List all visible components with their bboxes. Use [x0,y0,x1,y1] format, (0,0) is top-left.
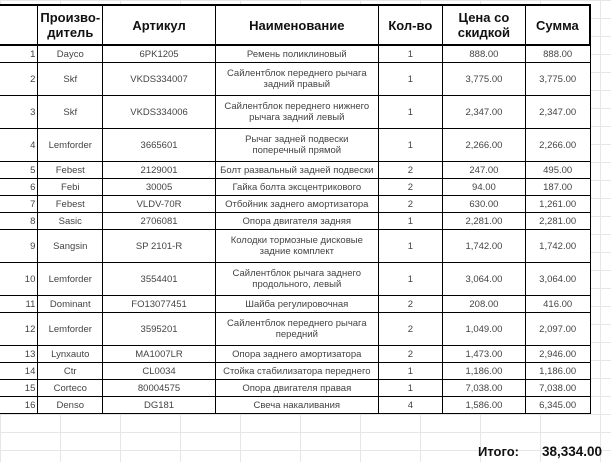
cell-article[interactable]: 3595201 [103,313,216,346]
cell-price[interactable]: 94.00 [443,179,526,196]
cell-article[interactable]: DG181 [103,397,216,414]
cell-maker[interactable]: Febest [38,162,103,179]
cell-name[interactable]: Рычаг задней подвески поперечный прямой [215,129,378,162]
cell-article[interactable]: 6PK1205 [103,45,216,63]
cell-sum[interactable]: 2,347.00 [525,96,590,129]
cell-qty[interactable]: 1 [378,363,442,380]
cell-n[interactable]: 2 [0,63,38,96]
cell-sum[interactable]: 495.00 [525,162,590,179]
cell-sum[interactable]: 416.00 [525,296,590,313]
cell-n[interactable]: 1 [0,45,38,63]
cell-article[interactable]: SP 2101-R [103,230,216,263]
table-row [0,363,590,380]
table-row [0,179,590,196]
total-label: Итого: [478,444,519,459]
cell-sum[interactable]: 1,261.00 [525,196,590,213]
cell-article[interactable]: 2706081 [103,213,216,230]
cell-maker[interactable]: Corteco [38,380,103,397]
cell-maker[interactable]: Skf [38,63,103,96]
cell-sum[interactable]: 3,064.00 [525,263,590,296]
cell-qty[interactable]: 1 [378,230,442,263]
cell-name[interactable]: Стойка стабилизатора переднего [215,363,378,380]
cell-price[interactable]: 1,742.00 [443,230,526,263]
cell-n[interactable]: 10 [0,263,38,296]
cell-article[interactable]: 3665601 [103,129,216,162]
table-row [0,230,590,263]
cell-n[interactable]: 3 [0,96,38,129]
cell-qty[interactable]: 1 [378,96,442,129]
table-row [0,397,590,414]
cell-sum[interactable]: 6,345.00 [525,397,590,414]
cell-name[interactable]: Сайлентблок рычага заднего продольного, левый [215,263,378,296]
cell-article[interactable]: VKDS334007 [103,63,216,96]
cell-price[interactable]: 7,038.00 [443,380,526,397]
cell-price[interactable]: 1,049.00 [443,313,526,346]
cell-n[interactable]: 6 [0,179,38,196]
cell-sum[interactable]: 3,775.00 [525,63,590,96]
cell-article[interactable]: CL0034 [103,363,216,380]
cell-qty[interactable]: 2 [378,162,442,179]
cell-price[interactable]: 2,266.00 [443,129,526,162]
cell-maker[interactable]: Lemforder [38,313,103,346]
cell-n[interactable]: 11 [0,296,38,313]
cell-maker[interactable]: Dayco [38,45,103,63]
cell-name[interactable]: Шайба регулировочная [215,296,378,313]
cell-name[interactable]: Сайлентблок переднего рычага задний правый [215,63,378,96]
cell-name[interactable]: Опора двигателя правая [215,380,378,397]
cell-price[interactable]: 2,281.00 [443,213,526,230]
cell-qty[interactable]: 1 [378,213,442,230]
cell-qty[interactable]: 2 [378,296,442,313]
cell-name[interactable]: Отбойник заднего амортизатора [215,196,378,213]
cell-n[interactable]: 4 [0,129,38,162]
cell-qty[interactable]: 1 [378,129,442,162]
table-row [0,313,590,346]
cell-qty[interactable]: 4 [378,397,442,414]
cell-price[interactable]: 3,775.00 [443,63,526,96]
header-name[interactable]: Наименование [215,5,378,45]
cell-sum[interactable]: 7,038.00 [525,380,590,397]
cell-price[interactable]: 1,473.00 [443,346,526,363]
cell-sum[interactable]: 1,742.00 [525,230,590,263]
cell-name[interactable]: Свеча накаливания [215,397,378,414]
cell-name[interactable]: Ремень поликлиновый [215,45,378,63]
cell-maker[interactable]: Sasic [38,213,103,230]
cell-name[interactable]: Опора двигателя задняя [215,213,378,230]
cell-maker[interactable]: Denso [38,397,103,414]
table-row [0,346,590,363]
cell-n[interactable]: 5 [0,162,38,179]
cell-qty[interactable]: 1 [378,63,442,96]
cell-qty[interactable]: 2 [378,313,442,346]
cell-qty[interactable]: 1 [378,45,442,63]
cell-sum[interactable]: 187.00 [525,179,590,196]
table-row [0,263,590,296]
cell-sum[interactable]: 1,186.00 [525,363,590,380]
cell-price[interactable]: 888.00 [443,45,526,63]
cell-article[interactable]: VKDS334006 [103,96,216,129]
cell-price[interactable]: 3,064.00 [443,263,526,296]
cell-n[interactable]: 7 [0,196,38,213]
header-qty[interactable]: Кол-во [378,5,442,45]
cell-n[interactable]: 9 [0,230,38,263]
table-row [0,45,590,63]
table-row [0,380,590,397]
header-row [0,5,590,45]
header-article[interactable]: Артикул [103,5,216,45]
cell-n[interactable]: 14 [0,363,38,380]
cell-n[interactable]: 13 [0,346,38,363]
cell-name[interactable]: Опора заднего амортизатора [215,346,378,363]
cell-maker[interactable]: Skf [38,96,103,129]
cell-maker[interactable]: Sangsin [38,230,103,263]
cell-qty[interactable]: 2 [378,196,442,213]
table-row [0,96,590,129]
cell-sum[interactable]: 2,097.00 [525,313,590,346]
cell-article[interactable]: FO13077451 [103,296,216,313]
cell-article[interactable]: 80004575 [103,380,216,397]
cell-price[interactable]: 2,347.00 [443,96,526,129]
total-value[interactable]: 38,334.00 [542,444,603,459]
cell-n[interactable]: 8 [0,213,38,230]
table-row [0,196,590,213]
cell-maker[interactable]: Dominant [38,296,103,313]
cell-name[interactable]: Колодки тормозные дисковые задние комплект [215,230,378,263]
cell-qty[interactable]: 1 [378,380,442,397]
cell-sum[interactable]: 2,946.00 [525,346,590,363]
cell-name[interactable]: Гайка болта эксцентрикового [215,179,378,196]
cell-maker[interactable]: Lynxauto [38,346,103,363]
cell-name[interactable]: Сайлентблок переднего рычага передний [215,313,378,346]
cell-price[interactable]: 1,586.00 [443,397,526,414]
header-maker[interactable]: Произво-дитель [38,5,103,45]
cell-article[interactable]: VLDV-70R [103,196,216,213]
table-row [0,162,590,179]
header-number[interactable] [0,5,38,45]
cell-price[interactable]: 1,186.00 [443,363,526,380]
cell-n[interactable]: 12 [0,313,38,346]
header-sum[interactable]: Сумма [525,5,590,45]
table-row [0,213,590,230]
cell-sum[interactable]: 888.00 [525,45,590,63]
cell-name[interactable]: Болт развальный задней подвески [215,162,378,179]
invoice-table [0,4,591,414]
cell-price[interactable]: 630.00 [443,196,526,213]
cell-article[interactable]: 3554401 [103,263,216,296]
cell-article[interactable]: MA1007LR [103,346,216,363]
table-row [0,63,590,96]
cell-price[interactable]: 247.00 [443,162,526,179]
cell-maker[interactable]: Febest [38,196,103,213]
header-price[interactable]: Цена со скидкой [443,5,526,45]
cell-maker[interactable]: Lemforder [38,263,103,296]
cell-qty[interactable]: 2 [378,346,442,363]
cell-n[interactable]: 15 [0,380,38,397]
cell-maker[interactable]: Lemforder [38,129,103,162]
table-row [0,296,590,313]
cell-maker[interactable]: Ctr [38,363,103,380]
cell-qty[interactable]: 1 [378,263,442,296]
cell-n[interactable]: 16 [0,397,38,414]
cell-name[interactable]: Сайлентблок переднего нижнего рычага задний левый [215,96,378,129]
cell-sum[interactable]: 2,281.00 [525,213,590,230]
cell-article[interactable]: 30005 [103,179,216,196]
cell-qty[interactable]: 2 [378,179,442,196]
table-row [0,129,590,162]
cell-article[interactable]: 2129001 [103,162,216,179]
cell-maker[interactable]: Febi [38,179,103,196]
cell-price[interactable]: 208.00 [443,296,526,313]
cell-sum[interactable]: 2,266.00 [525,129,590,162]
